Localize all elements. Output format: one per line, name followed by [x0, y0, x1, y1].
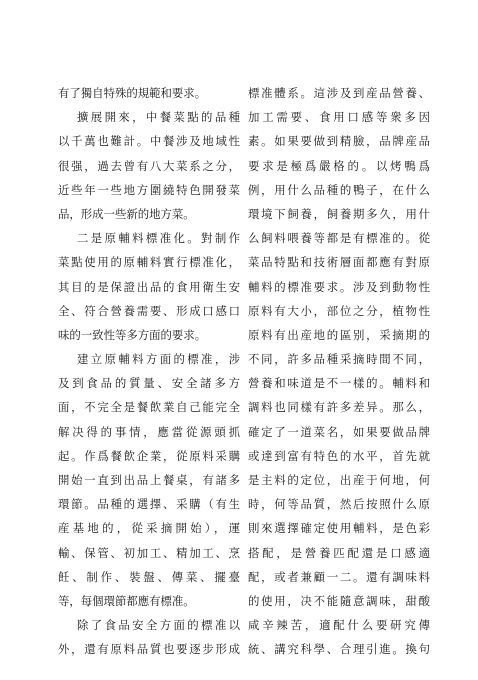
right-text-column	[248, 81, 430, 662]
left-column-line: 其目的是保證出品的食用衛生安	[58, 279, 240, 294]
left-column-line: 二是原輔料標准化。對制作	[77, 231, 240, 246]
right-column-line: 例，用什么品種的鴨子，在什么	[248, 182, 430, 197]
left-column-line: 環節。品種的選擇、采購（有生	[58, 497, 240, 512]
right-column-line: 加工需要、食用口感等衆多因	[248, 110, 430, 125]
right-column-line: 咸辛辣苦，適配什么要研究傳	[248, 618, 430, 633]
left-column-line: 菜點使用的原輔料實行標准化，	[58, 255, 240, 270]
left-column-line: 以千萬也難計。中餐涉及地域性	[58, 134, 240, 149]
right-column-line: 營養和味道是不一樣的。輔料和	[248, 376, 430, 391]
right-column-line: 輔料的標准要求。涉及到動物性	[248, 279, 430, 294]
left-column-line: 建立原輔料方面的標准，涉	[77, 352, 240, 367]
right-column-line: 或達到富有特色的水平，首先就	[248, 448, 430, 463]
left-text-column	[58, 81, 240, 662]
left-column-line: 輸、保管、初加工、精加工、烹	[58, 545, 240, 560]
left-column-line: 解决得的事情，應當從源頭抓	[58, 424, 240, 439]
right-column-line: 素。如果要做到精臉，品牌産品	[248, 134, 430, 149]
left-column-line: 起。作爲餐飲企業，從原料采購	[58, 448, 240, 463]
left-column-line: 品，形成一些新的地方菜。	[58, 206, 195, 221]
left-column-line: 全、符合營養需要、形成口感口	[58, 303, 240, 318]
left-column-line: 除了食品安全方面的標准以	[77, 618, 240, 633]
right-column-line: 不同，許多品種采摘時間不同，	[248, 352, 430, 367]
left-column-line: 近些年一些地方圍繞特色開發菜	[58, 182, 240, 197]
left-column-line: 及到食品的質量、安全諸多方	[58, 376, 240, 391]
left-column-line: 外，還有原料品質也要逐步形成	[58, 642, 240, 657]
right-column-line: 原料有出産地的區别，采摘期的	[248, 327, 430, 342]
right-column-line: 搭配，是營養匹配還是口感適	[248, 545, 430, 560]
left-column-line: 等，每個環節都應有標准。	[58, 593, 195, 608]
right-column-line: 統、講究科學、合理引進。換句	[248, 642, 430, 657]
left-column-line: 很强，過去曾有八大菜系之分，	[58, 158, 240, 173]
right-column-line: 環境下飼養，飼養期多久，用什	[248, 206, 430, 221]
right-column-line: 原料有大小，部位之分，植物性	[248, 303, 430, 318]
left-column-line: 飪、制作、裝盤、傳菜、擺臺	[58, 569, 240, 584]
right-column-line: 配，或者兼顧一二。還有調味料	[248, 569, 430, 584]
right-column-line: 的使用，决不能隨意調味，甜酸	[248, 593, 430, 608]
right-column-line: 要求是極爲嚴格的。以烤鴨爲	[248, 158, 430, 173]
right-column-line: 菜品特點和技術層面都應有對原	[248, 255, 430, 270]
right-column-line: 確定了一道菜名，如果要做品牌	[248, 424, 430, 439]
left-column-line: 有了獨自特殊的規範和要求。	[58, 86, 207, 100]
right-column-line: 么飼料喂養等都是有標准的。從	[248, 231, 430, 246]
right-column-line: 則來選擇確定使用輔料，是色彩	[248, 521, 430, 536]
left-column-line: 面，不完全是餐飲業自己能完全	[58, 400, 240, 415]
right-column-line: 標准體系。這涉及到産品營養、	[248, 86, 430, 100]
left-column-line: 開始一直到出品上餐桌，有諸多	[58, 473, 240, 487]
left-column-line: 擴展開來，中餐菜點的品種	[77, 110, 240, 125]
right-column-line: 調料也同樣有許多差异。那么，	[248, 400, 430, 415]
left-column-line: 産基地的，從采摘開始），運	[58, 521, 240, 536]
right-column-line: 是主料的定位，出産于何地，何	[248, 473, 430, 487]
right-column-line: 時，何等品質，然后按照什么原	[248, 497, 430, 512]
left-column-line: 味的一致性等多方面的要求。	[58, 327, 207, 342]
